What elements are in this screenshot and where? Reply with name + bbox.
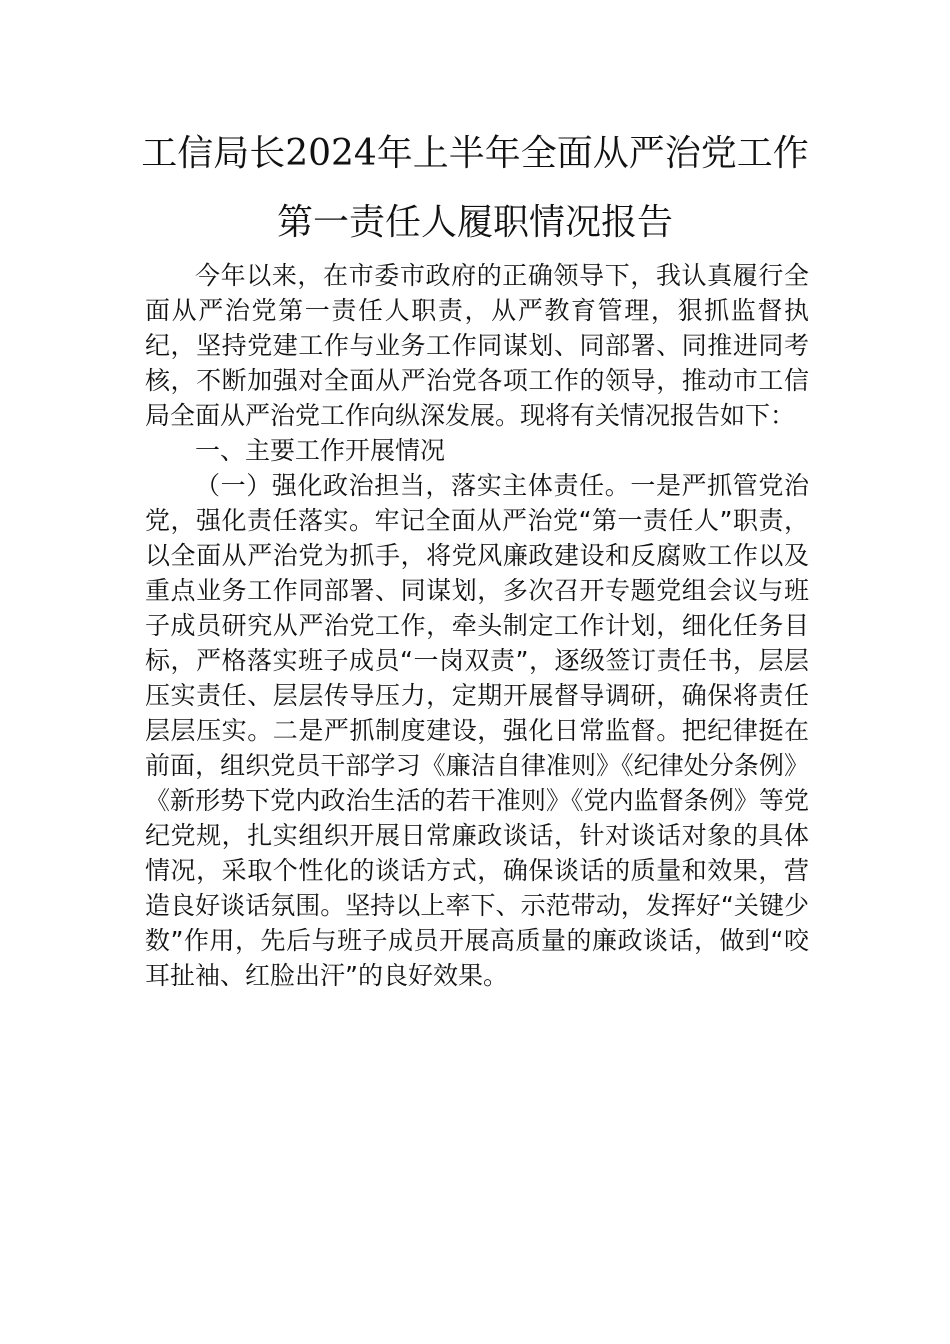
- section-paragraph: （一）强化政治担当，落实主体责任。一是严抓管党治党，强化责任落实。牢记全面从严治党“第一责任人”职责，以全面从严治党为抓手，将党风廉政建设和反腐败工作以及重点业务工作同部署、同谋划，多次召开专题党组会议与班子成员研究从严治党工作，牵头制定工作计划，细化任务目标，严格落实班子成员“一岗双责”，逐级签订责任书，层层压实责任、层层传导压力，定期开展督导调研，确保将责任层层压实。二是严抓制度建设，强化日常监督。把纪律挺在前面，组织党员干部学习《廉洁自律准则》《纪律处分条例》《新形势下党内政治生活的若干准则》《党内监督条例》等党纪党规，扎实组织开展日常廉政谈话，针对谈话对象的具体情况，采取个性化的谈话方式，确保谈话的质量和效果，营造良好谈话氛围。坚持以上率下、示范带动，发挥好“关键少数”作用，先后与班子成员开展高质量的廉政谈话，做到“咬耳扯袖、红脸出汗”的良好效果。: [145, 471, 809, 990]
- intro-paragraph: 今年以来，在市委市政府的正确领导下，我认真履行全面从严治党第一责任人职责，从严教育管理，狠抓监督执纪，坚持党建工作与业务工作同谋划、同部署、同推进同考核，不断加强对全面从严治党各项工作的领导，推动市工信局全面从严治党工作向纵深发展。现将有关情况报告如下：: [145, 261, 809, 430]
- section-heading: 一、主要工作开展情况: [195, 436, 446, 465]
- document-title-line-1: 工信局长2024年上半年全面从严治党工作: [141, 133, 809, 174]
- document-body: [145, 258, 809, 993]
- document-title-line-2: 第一责任人履职情况报告: [276, 202, 673, 243]
